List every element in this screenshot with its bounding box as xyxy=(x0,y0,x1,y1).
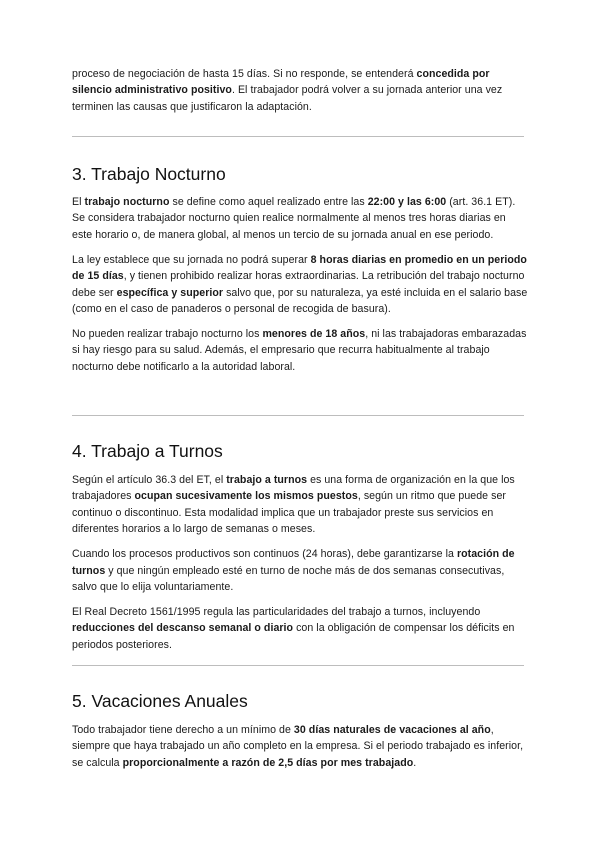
text-run: . xyxy=(413,756,417,769)
paragraph xyxy=(72,472,528,538)
text-run: Cuando los procesos productivos son continuos (24 horas), debe garantizarse la xyxy=(72,548,457,561)
text-run: Según el artículo 36.3 del ET, el xyxy=(72,474,227,486)
bold-run: 8 horas diarias en promedio en un periodo de 15 días xyxy=(72,253,527,283)
bold-run: específica y superior xyxy=(116,286,224,299)
text-run: con la obligación de compensar los déficits en periodos posteriores. xyxy=(72,622,515,651)
text-run: es una forma de organización en la que los trabajadores xyxy=(72,474,515,503)
paragraph xyxy=(72,194,528,243)
paragraph xyxy=(72,546,528,595)
bold-run: rotación de turnos xyxy=(72,548,515,577)
text-run: La ley establece que su jornada no podrá superar xyxy=(72,253,311,266)
bold-run: concedida por silencio administrativo positivo xyxy=(72,68,490,97)
text-run: , ni las trabajadoras embarazadas si hay riesgo para su salud. Además, el empresario que recurra habitualmente al trabajo nocturno debe notificarlo a la autoridad laboral. xyxy=(72,327,527,373)
section-body-vacaciones xyxy=(72,722,528,771)
section-divider xyxy=(72,415,524,416)
section-heading-vacaciones: 5. Vacaciones Anuales xyxy=(72,691,248,711)
text-run: (art. 36.1 ET). Se considera trabajador nocturno quien realice normalmente al menos tres horas diarias en este horario o, de manera global, al menos un tercio de su jornada anual en ese periodo. xyxy=(72,196,516,241)
section-divider xyxy=(72,136,524,137)
intro-paragraph xyxy=(72,66,528,115)
bold-run: 22:00 y las 6:00 xyxy=(367,196,447,208)
section-heading-turnos: 4. Trabajo a Turnos xyxy=(72,441,223,461)
text-run: proceso de negociación de hasta 15 días. Si no responde, se entenderá xyxy=(72,68,417,80)
text-run: , y tienen prohibido realizar horas extraordinarias. La retribución del trabajo nocturno debe ser xyxy=(72,270,525,299)
text-run: , siempre que haya trabajado un año completo en la empresa. Si el periodo trabajado es inferior, se calcula xyxy=(72,724,524,769)
text-run: No pueden realizar trabajo nocturno los xyxy=(72,327,263,340)
paragraph xyxy=(72,326,528,375)
intro-section xyxy=(72,66,528,115)
bold-run: ocupan sucesivamente los mismos puestos xyxy=(134,490,358,503)
paragraph xyxy=(72,722,528,771)
text-run: El xyxy=(72,196,85,208)
section-body-turnos xyxy=(72,472,528,653)
bold-run: proporcionalmente a razón de 2,5 días por mes trabajado xyxy=(122,756,414,769)
bold-run: 30 días naturales de vacaciones al año xyxy=(293,724,491,736)
bold-run: trabajo nocturno xyxy=(84,196,170,208)
paragraph xyxy=(72,604,528,653)
bold-run: trabajo a turnos xyxy=(226,474,308,486)
paragraph xyxy=(72,252,528,318)
text-run: . El trabajador podrá volver a su jornada anterior una vez terminen las causas que justificaron la adaptación. xyxy=(72,84,503,113)
bold-run: reducciones del descanso semanal o diario xyxy=(72,622,294,635)
text-run: y que ningún empleado esté en turno de noche más de dos semanas consecutivas, salvo que lo elija voluntariamente. xyxy=(72,564,505,593)
bold-run: menores de 18 años xyxy=(262,327,366,340)
text-run: , según un ritmo que puede ser continuo o discontinuo. Esta modalidad implica que un trabajador preste sus servicios en diferentes horarios a lo largo de semanas o meses. xyxy=(72,490,506,536)
text-run: salvo que, por su naturaleza, ya esté incluida en el salario base (como en el caso de panaderos o personal de recogida de basura). xyxy=(72,286,528,315)
section-divider xyxy=(72,665,524,666)
text-run: Todo trabajador tiene derecho a un mínimo de xyxy=(72,724,294,736)
section-heading-nocturno: 3. Trabajo Nocturno xyxy=(72,164,226,184)
text-run: se define como aquel realizado entre las xyxy=(169,196,368,208)
text-run: El Real Decreto 1561/1995 regula las particularidades del trabajo a turnos, incluyendo xyxy=(72,605,481,618)
section-body-nocturno xyxy=(72,194,528,375)
